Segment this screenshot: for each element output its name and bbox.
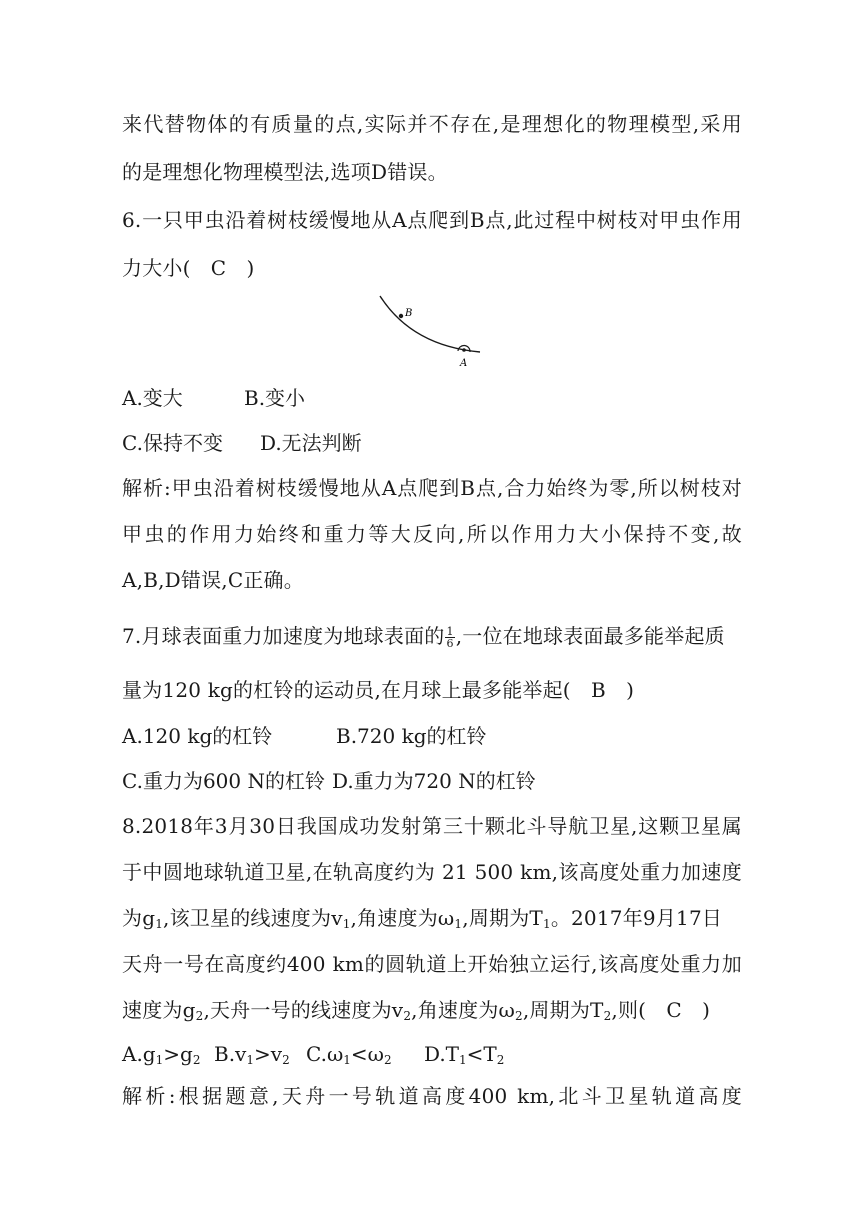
fraction-one-sixth: $\frac{1}{6}$ (446, 625, 454, 650)
option-b: B.720 kg的杠铃 (336, 724, 487, 748)
solution-text: A,B,D错误,C正确。 (122, 568, 304, 592)
solution-text: 解析:甲虫沿着树枝缓慢地从A点爬到B点,合力始终为零,所以树枝对 (122, 476, 742, 500)
question-8-stem: 于中圆地球轨道卫星,在轨高度约为 21 500 km,该高度处重力加速度 (122, 860, 742, 884)
option-c: $C.\omega_1<\omega_2$ (306, 1042, 392, 1067)
option-d: D.重力为720 N的杠铃 (332, 769, 536, 793)
solution-text: 解析:根据题意,天舟一号轨道高度400 km,北斗卫星轨道高度 (122, 1084, 742, 1108)
option-a: $A.g_1>g_2$ (122, 1042, 201, 1067)
option-c: C.保持不变 (122, 431, 223, 455)
option-b: B.变小 (244, 386, 306, 410)
point-b-label: B (405, 308, 413, 319)
option-a: A.变大 (122, 386, 183, 410)
question-8-stem: 天舟一号在高度约400 km的圆轨道上开始独立运行,该高度处重力加 (122, 952, 742, 976)
option-d: D.无法判断 (260, 431, 362, 455)
question-6-stem-cont: 力大小( C ) (122, 256, 255, 280)
question-7-stem: 7.月球表面重力加速度为地球表面的 $\frac{1}{6}$ ,一位在地球表面最多能举起质 (122, 624, 725, 650)
option-d: $D.T_1<T_2$ (424, 1042, 505, 1067)
point-a-dot (462, 348, 466, 352)
point-a-label: A (460, 358, 468, 369)
branch-diagram (372, 288, 492, 370)
option-c: C.重力为600 N的杠铃 (122, 769, 325, 793)
branch-curve (380, 296, 480, 352)
text-line: 的是理想化物理模型法,选项D错误。 (122, 160, 448, 184)
question-6-stem: 6.一只甲虫沿着树枝缓慢地从A点爬到B点,此过程中树枝对甲虫作用 (122, 208, 742, 232)
question-8-stem: 为$g_1$,该卫星的线速度为$v_1$,角速度为$\omega_1$,周期为$T_1$。2017年9月17日 (122, 906, 723, 931)
option-b: $B.v_1>v_2$ (214, 1042, 290, 1067)
option-a: A.120 kg的杠铃 (122, 724, 273, 748)
point-b-dot (399, 314, 403, 318)
question-8-stem: 速度为$g_2$,天舟一号的线速度为$v_2$,角速度为$\omega_2$,周期为$T_2$,则( C ) (122, 998, 711, 1023)
text-line: 来代替物体的有质量的点,实际并不存在,是理想化的物理模型,采用 (122, 112, 742, 136)
question-7-stem-cont: 量为120 kg的杠铃的运动员,在月球上最多能举起( B ) (122, 678, 635, 702)
solution-text: 甲虫的作用力始终和重力等大反向,所以作用力大小保持不变,故 (122, 522, 742, 546)
question-8-stem: 8.2018年3月30日我国成功发射第三十颗北斗导航卫星,这颗卫星属 (122, 814, 742, 838)
